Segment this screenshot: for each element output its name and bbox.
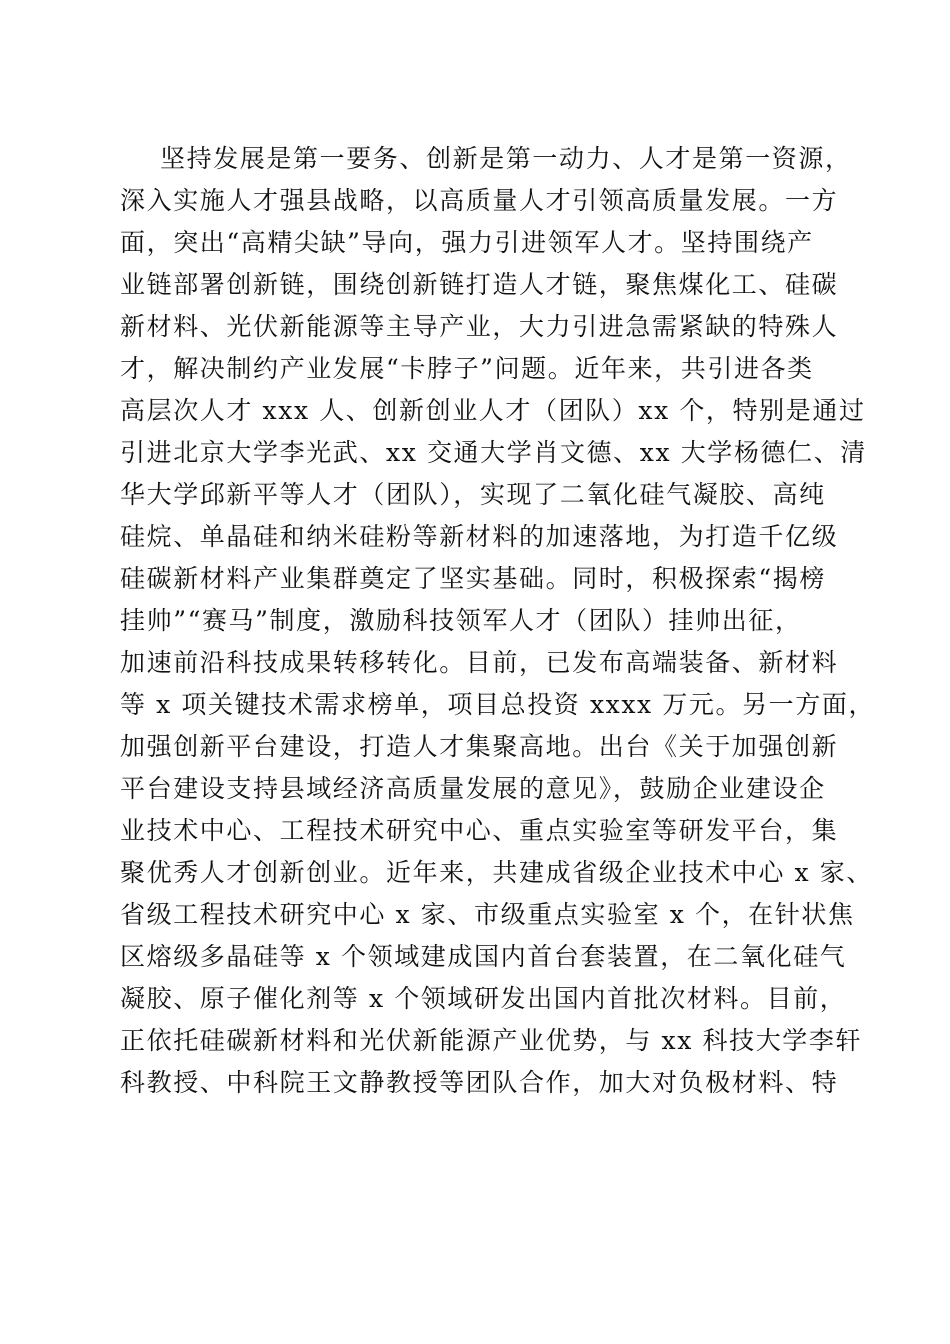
text-line: 新材料、光伏新能源等主导产业，大力引进急需紧缺的特殊人 [120,312,839,341]
text-line: 正依托硅碳新材料和光伏新能源产业优势，与 xx 科技大学李轩 [120,1026,863,1055]
text-line: 聚优秀人才创新创业。近年来，共建成省级企业技术中心 x 家、 [120,858,873,887]
text-line: 坚持发展是第一要务、创新是第一动力、人才是第一资源， [160,144,852,173]
text-line: 挂帅”“赛马”制度，激励科技领军人才（团队）挂帅出征， [120,606,802,635]
text-line: 业技术中心、工程技术研究中心、重点实验室等研发平台，集 [120,816,839,845]
body-paragraph [120,138,876,1104]
text-line: 省级工程技术研究中心 x 家、市级重点实验室 x 个，在针状焦 [120,900,855,929]
text-line: 加强创新平台建设，打造人才集聚高地。出台《关于加强创新 [120,732,839,761]
text-line: 业链部署创新链，围绕创新链打造人才链，聚焦煤化工、硅碳 [120,270,839,299]
text-line: 科教授、中科院王文静教授等团队合作，加大对负极材料、特 [120,1068,839,1097]
text-line: 凝胶、原子催化剂等 x 个领域研发出国内首批次材料。目前， [120,984,847,1013]
text-line: 加速前沿科技成果转移转化。目前，已发布高端装备、新材料 [120,648,839,677]
text-line: 等 x 项关键技术需求榜单，项目总投资 xxxx 万元。另一方面， [120,690,876,719]
text-line: 才，解决制约产业发展“卡脖子”问题。近年来，共引进各类 [120,354,814,383]
text-line: 面，突出“高精尖缺”导向，强力引进领军人才。坚持围绕产 [120,228,814,257]
text-line: 深入实施人才强县战略，以高质量人才引领高质量发展。一方 [120,186,839,215]
text-line: 高层次人才 xxx 人、创新创业人才（团队）xx 个，特别是通过 [120,396,866,425]
text-line: 硅碳新材料产业集群奠定了坚实基础。同时，积极探索“揭榜 [120,564,826,593]
text-line: 区熔级多晶硅等 x 个领域建成国内首台套装置，在二氧化硅气 [120,942,847,971]
text-line: 硅烷、单晶硅和纳米硅粉等新材料的加速落地，为打造千亿级 [120,522,839,551]
text-line: 平台建设支持县域经济高质量发展的意见》，鼓励企业建设企 [120,774,826,803]
text-line: 引进北京大学李光武、xx 交通大学肖文德、xx 大学杨德仁、清 [120,438,867,467]
text-line: 华大学邱新平等人才（团队），实现了二氧化硅气凝胶、高纯 [120,480,826,509]
